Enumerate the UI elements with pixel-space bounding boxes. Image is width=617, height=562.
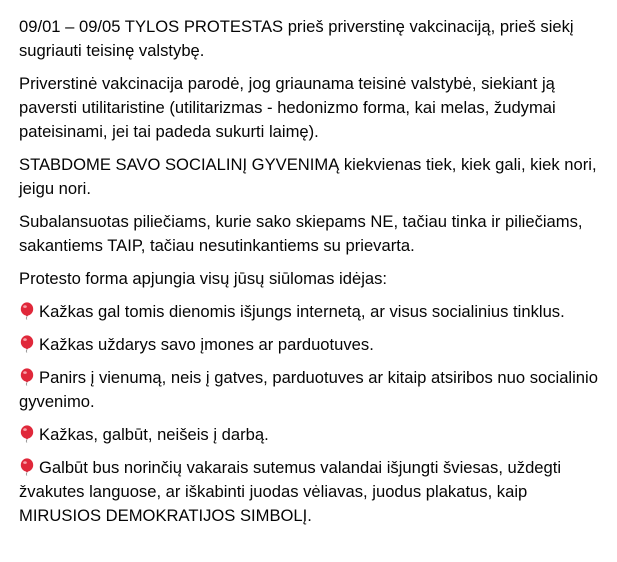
red-balloon-icon [19,302,35,320]
red-balloon-icon [19,368,35,386]
red-balloon-icon [19,335,35,353]
bullet-text: Galbūt bus norinčių vakarais sutemus valandai išjungti šviesas, uždegti žvakutes languose, ar iškabinti juodas vėliavas, juodus plakatus, kaip MIRUSIOS DEMOKRATIJOS SIMBOLĮ. [19,458,562,525]
bullet-text: Kažkas gal tomis dienomis išjungs internetą, ar visus socialinius tinklus. [39,302,565,321]
bullet-text: Panirs į vienumą, neis į gatves, parduotuves ar kitaip atsiribos nuo socialinio gyvenimo. [19,368,598,411]
bullet-text: Kažkas uždarys savo įmones ar parduotuves. [39,335,374,354]
red-balloon-icon [19,425,35,443]
bullet-item [19,423,599,447]
post-paragraph: Protesto forma apjungia visų jūsų siūlomas idėjas: [19,269,388,288]
bullet-item [19,456,599,528]
red-balloon-icon [19,458,35,476]
bullet-item [19,300,599,324]
post-paragraph: Subalansuotas piliečiams, kurie sako skiepams NE, tačiau tinka ir piliečiams, sakantiems TAIP, tačiau nesutinkantiems su prievarta. [19,212,583,255]
post-paragraph: 09/01 – 09/05 TYLOS PROTESTAS prieš priverstinę vakcinaciją, prieš siekį sugriauti teisinę valstybę. [19,17,574,60]
bullet-item [19,366,599,414]
bullet-text: Kažkas, galbūt, neišeis į darbą. [39,425,269,444]
post-paragraph: STABDOME SAVO SOCIALINĮ GYVENIMĄ kiekvienas tiek, kiek gali, kiek nori, jeigu nori. [19,155,597,198]
bullet-item [19,333,599,357]
post-paragraph: Priverstinė vakcinacija parodė, jog griaunama teisinė valstybė, siekiant ją paversti utilitaristine (utilitarizmas - hedonizmo forma, kai melas, žudymai pateisinami, jei tai padeda sukurti laimę). [19,74,556,141]
